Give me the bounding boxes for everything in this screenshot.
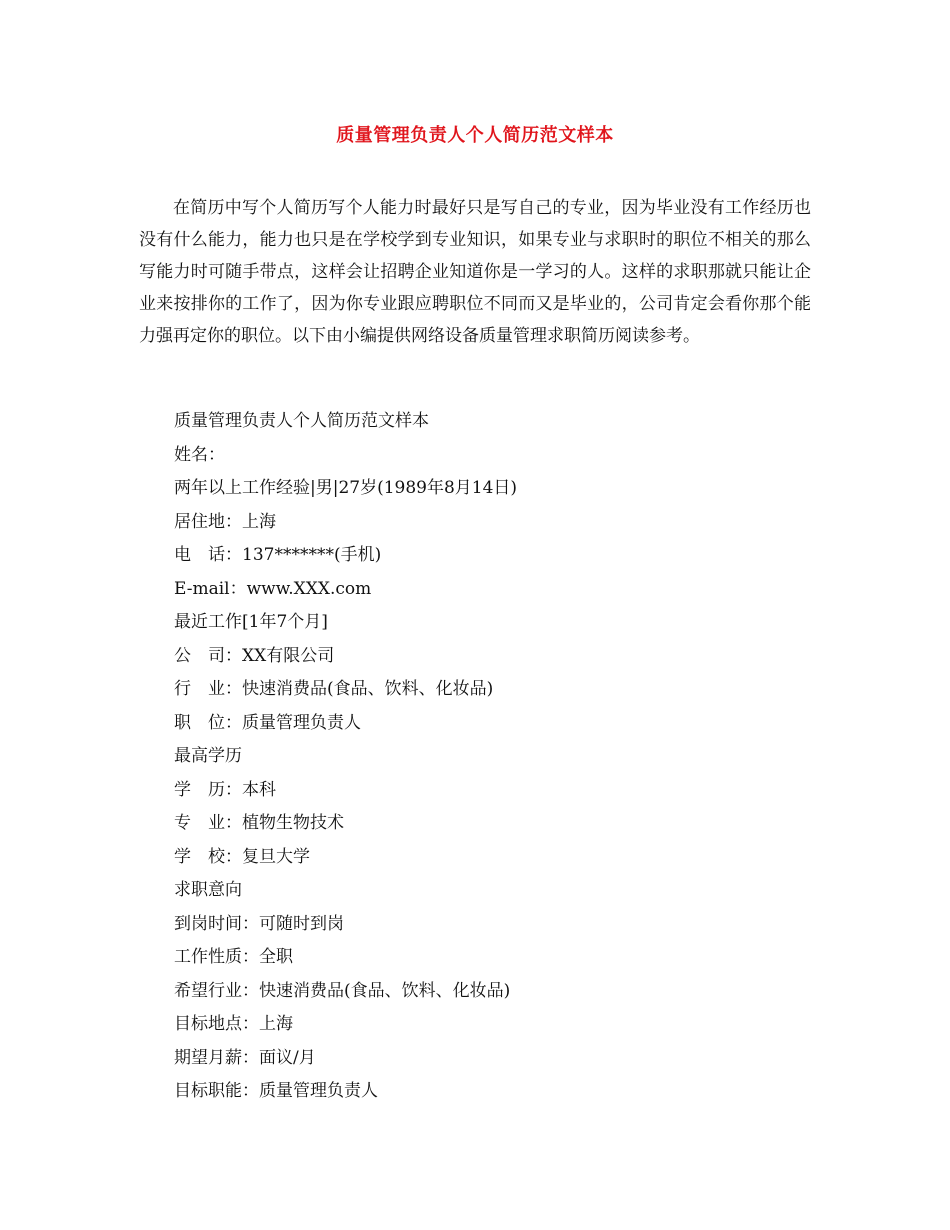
resume-line: 质量管理负责人个人简历范文样本 xyxy=(174,411,429,431)
resume-line: 到岗时间：可随时到岗 xyxy=(174,913,344,934)
resume-line: 公 司：XX有限公司 xyxy=(174,645,335,666)
document-title: 质量管理负责人个人简历范文样本 xyxy=(336,125,614,146)
intro-paragraph: 在简历中写个人简历写个人能力时最好只是写自己的专业，因为毕业没有工作经历也没有什么能力，能力也只是在学校学到专业知识，如果专业与求职时的职位不相关的那么写能力时可随手带点，这样会让招聘企业知道你是一学习的人。这样的求职那就只能让企业来按排你的工作了，因为你专业跟应聘职位不同而又是毕业的，公司肯定会看你那个能力强再定你的职位。以下由小编提供网络设备质量管理求职简历阅读参考。 xyxy=(139,198,811,346)
resume-line: 两年以上工作经验|男|27岁(1989年8月14日) xyxy=(174,478,518,498)
resume-line: E-mail：www.XXX.com xyxy=(174,578,372,599)
resume-line: 工作性质：全职 xyxy=(174,947,293,967)
resume-line: 行 业：快速消费品(食品、饮料、化妆品) xyxy=(174,679,494,699)
resume-line: 希望行业：快速消费品(食品、饮料、化妆品) xyxy=(174,980,511,1001)
resume-lines xyxy=(174,405,814,1109)
resume-line: 电 话：137*******(手机) xyxy=(174,545,382,565)
resume-line: 学 历：本科 xyxy=(174,779,276,800)
resume-line: 姓名： xyxy=(174,444,225,465)
resume-line: 职 位：质量管理负责人 xyxy=(174,712,361,733)
resume-line: 居住地：上海 xyxy=(174,511,276,532)
resume-line: 目标职能：质量管理负责人 xyxy=(174,1081,378,1101)
resume-line: 最高学历 xyxy=(174,746,242,766)
resume-line: 目标地点：上海 xyxy=(174,1014,293,1034)
resume-line: 求职意向 xyxy=(174,880,242,900)
resume-line: 期望月薪：面议/月 xyxy=(174,1047,316,1068)
resume-line: 最近工作[1年7个月] xyxy=(174,612,328,632)
resume-line: 学 校：复旦大学 xyxy=(174,846,310,867)
resume-line: 专 业：植物生物技术 xyxy=(174,813,344,833)
